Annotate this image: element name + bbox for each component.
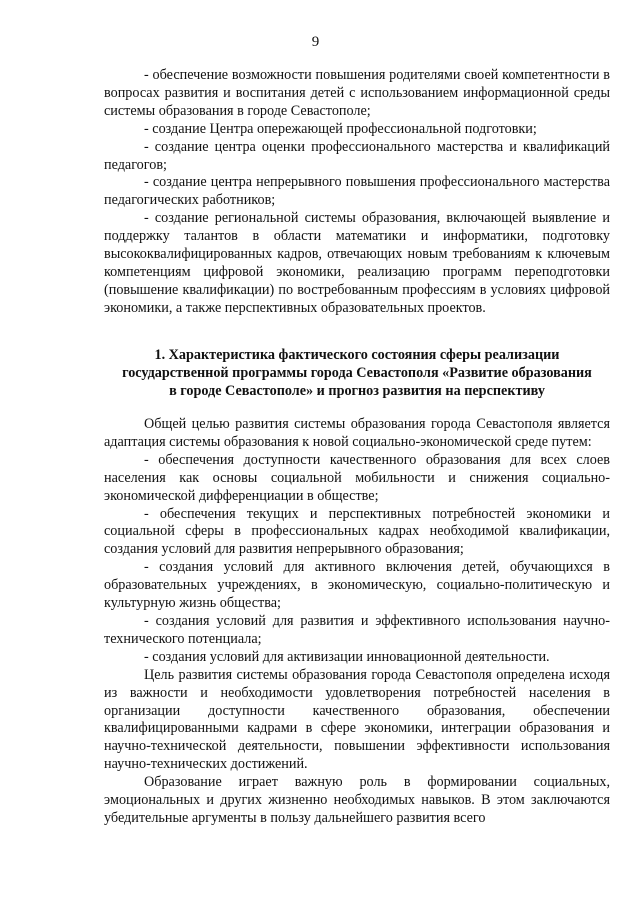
list-item: - обеспечения доступности качественного образования для всех слоев населения как основы социальной мобильности и снижения социально-экономической дифференциации в обществе; bbox=[104, 451, 610, 504]
list-item: - создание Центра опережающей профессиональной подготовки; bbox=[144, 120, 537, 137]
section-heading-line: в городе Севастополе» и прогноз развития на перспективу bbox=[169, 383, 545, 399]
section-heading bbox=[104, 346, 610, 400]
body-paragraph: Образование играет важную роль в формировании социальных, эмоциональных и других жизненно необходимых навыков. В этом заключаются убедительные аргументы в пользу дальнейшего развития всего bbox=[104, 774, 610, 826]
list-item: - создание центра оценки профессионального мастерства и квалификаций педагогов; bbox=[104, 138, 610, 173]
section-body bbox=[104, 416, 610, 828]
list-item: - создания условий для активного включения детей, обучающихся в образовательных учреждениях, в экономическую, социально-политическую и культурную жизнь общества; bbox=[104, 559, 610, 612]
list-item: - создания условий для активизации инновационной деятельности. bbox=[144, 648, 550, 665]
page-number: 9 bbox=[311, 34, 320, 50]
section-heading-line: 1. Характеристика фактического состояния сферы реализации bbox=[154, 347, 560, 363]
list-item: - создание центра непрерывного повышения профессионального мастерства педагогических работников; bbox=[104, 174, 610, 209]
body-paragraph: Цель развития системы образования города Севастополя определена исходя из важности и необходимости удовлетворения потребностей населения в организации доступности качественного образования, обеспечении квалифицированными кадрами в сфере экономики, интеграции образования и научно-технической деятельности, повышении эффективности использования научно-технических достижений. bbox=[104, 666, 610, 773]
list-item: - создание региональной системы образования, включающей выявление и поддержку талантов в области математики и информатики, подготовку высококвалифицированных кадров, отвечающих новым требованиям к ключевым компетенциям цифровой экономики, реализацию программ переподготовки (повышение квалификации) по востребованным профессиям в условиях цифровой экономики, а также перспективных образовательных проектов. bbox=[104, 210, 610, 316]
list-item: - обеспечение возможности повышения родителями своей компетентности в вопросах развития и воспитания детей с использованием информационной среды системы образования в городе Севастополе; bbox=[104, 67, 610, 119]
list-item: - создания условий для развития и эффективного использования научно-технического потенциала; bbox=[104, 612, 610, 647]
section-heading-line: государственной программы города Севастополя «Развитие образования bbox=[122, 365, 592, 381]
top-list bbox=[104, 67, 610, 318]
list-item: - обеспечения текущих и перспективных потребностей экономики и социальной сферы в профессиональных кадрах необходимой квалификации, создания условий для развития непрерывного образования; bbox=[104, 505, 610, 558]
body-paragraph: Общей целью развития системы образования города Севастополя является адаптация системы образования к новой социально-экономической среде путем: bbox=[104, 416, 610, 450]
